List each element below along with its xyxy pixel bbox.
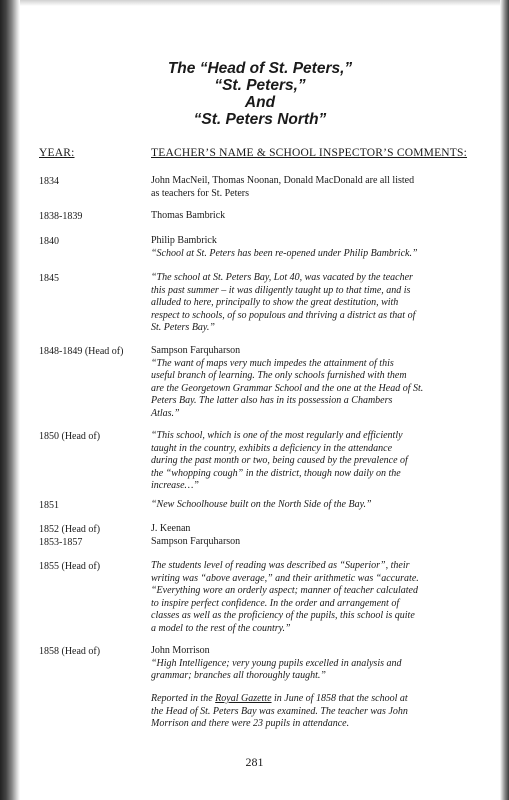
inspector-quote [151, 499, 481, 512]
teacher-name: Sampson Farquharson [151, 536, 241, 547]
page-number: 281 [245, 755, 264, 769]
comments-column-header: TEACHER’S NAME & SCHOOL INSPECTOR’S COMMENTS: [151, 147, 468, 159]
teacher-name: Sampson Farquharson [151, 345, 241, 356]
text-line: “The school at St. Peters Bay, Lot 40, was vacated by the teacher [151, 272, 413, 283]
text-line: during the past month or two, being caused by the prevalence of [151, 455, 408, 466]
teacher-name: John Morrison [151, 645, 210, 656]
title-line: And [244, 94, 276, 111]
teacher-name: Philip Bambrick [151, 235, 217, 246]
text-line: “The want of maps very much impedes the attainment of this [151, 357, 394, 369]
entry-year: 1858 (Head of) [39, 646, 101, 657]
text-line: “High Intelligence; very young pupils excelled in analysis and [151, 657, 402, 669]
report-text: in June of 1858 that the school at [271, 693, 408, 704]
text-line: this past summer – it was diligently taught up to that time, and is [151, 284, 411, 296]
entry-text [151, 523, 481, 536]
text-line: grammar; branches all thoroughly taught.” [151, 670, 326, 681]
entry-year: 1850 (Head of) [39, 431, 101, 442]
entry-text [151, 235, 481, 260]
text-line: St. Peters Bay.” [151, 322, 215, 333]
text-line: John MacNeil, Thomas Noonan, Donald MacDonald are all listed [151, 175, 415, 186]
text-line: respect to schools, of so populous and thriving a district as that of [151, 309, 416, 321]
entry-year: 1852 (Head of) [39, 524, 101, 535]
title-line: “St. Peters,” [214, 77, 306, 94]
inspector-quote [151, 430, 481, 493]
text-line: taught in the country, exhibits a deficiency in the attendance [151, 442, 393, 454]
title-line: “St. Peters North” [193, 111, 327, 128]
inspector-quote [151, 272, 481, 335]
entry-text [151, 210, 481, 223]
text-line: writing was “above average,” and their arithmetic was “accurate. [151, 572, 419, 584]
entry-year: 1853-1857 [39, 537, 83, 548]
text-line: alluded to here, principally to show the great destitution, with [151, 297, 399, 308]
teacher-name: Thomas Bambrick [151, 210, 226, 221]
entry-year: 1838-1839 [39, 211, 83, 222]
text-line: to inspire perfect confidence. In the order and arrangement of [151, 597, 400, 609]
text-line: Atlas.” [151, 407, 180, 419]
title-line: The “Head of St. Peters,” [167, 60, 353, 77]
text-line: as teachers for St. Peters [151, 187, 250, 199]
text-line: classes as well as the proficiency of the pupils, this school is quite [151, 610, 415, 621]
entry-year: 1855 (Head of) [39, 561, 101, 572]
text-line: “New Schoolhouse built on the North Side of the Bay.” [151, 499, 372, 510]
year-column-header: YEAR: [39, 147, 75, 159]
entry-year: 1845 [39, 273, 59, 284]
report-first-line [151, 693, 481, 706]
text-line: a model to the rest of the country.” [151, 622, 291, 634]
text-line: the “whopping cough” in the district, though now daily on the [151, 467, 401, 479]
entry-text [151, 345, 481, 420]
page-title [20, 60, 500, 128]
teacher-name: J. Keenan [151, 523, 191, 534]
entry-text [151, 175, 481, 200]
book-spine-shadow [0, 0, 20, 800]
entry-year: 1834 [39, 176, 59, 187]
inspector-quote [151, 560, 481, 635]
text-line: Peters Bay. The latter also has in its possession a Chambers [151, 395, 393, 406]
entry-year: 1848-1849 (Head of) [39, 346, 124, 357]
inspector-quote: “School at St. Peters has been re-opened under Philip Bambrick.” [151, 247, 418, 259]
entry-text [151, 536, 481, 549]
text-line: are the Georgetown Grammar School and the one at the Head of St. [151, 382, 424, 394]
text-line: Morrison and there were 23 pupils in attendance. [151, 718, 350, 729]
text-line: “Everything wore an orderly aspect; manner of teacher calculated [151, 585, 418, 596]
entry-text [151, 645, 481, 683]
page-right-edge [500, 0, 509, 800]
royal-gazette-report [151, 693, 481, 731]
entry-year: 1840 [39, 236, 59, 247]
entry-year: 1851 [39, 500, 59, 511]
text-line: “This school, which is one of the most regularly and efficiently [151, 430, 403, 441]
page-top-edge [0, 0, 509, 6]
text-line: The students level of reading was described as “Superior”, their [151, 560, 410, 571]
text-line: increase…” [151, 480, 199, 491]
royal-gazette-title: Royal Gazette [215, 693, 272, 704]
report-text: Reported in the [151, 693, 216, 704]
text-line: useful branch of learning. The only schools furnished with them [151, 370, 407, 381]
text-line: the Head of St. Peters Bay was examined. The teacher was John [151, 705, 408, 717]
